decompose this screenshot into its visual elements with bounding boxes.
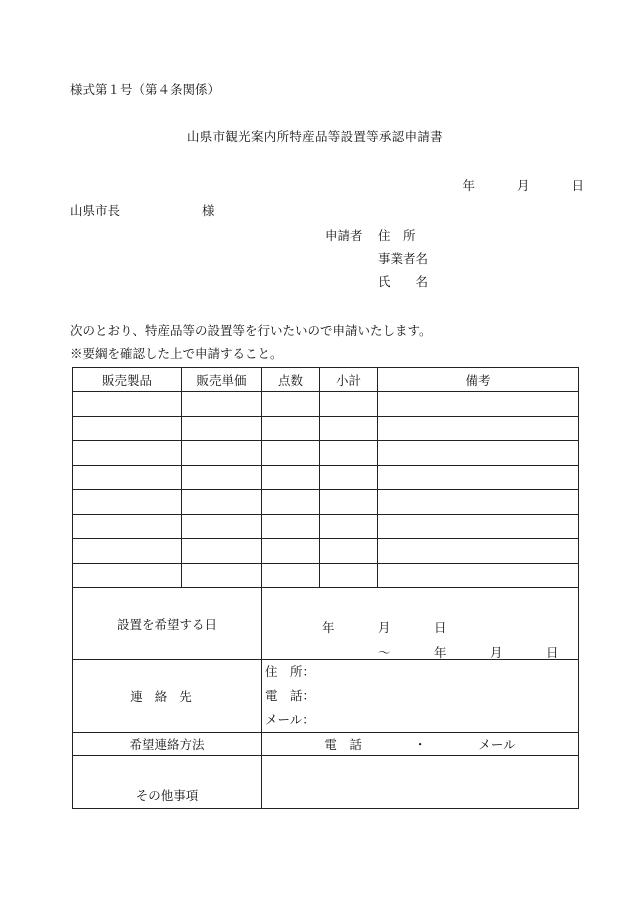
addressee-honorific: 様 [202, 203, 215, 218]
intro-text: 次のとおり、特産品等の設置等を行いたいので申請いたします。 [70, 323, 432, 338]
product-cell[interactable] [73, 441, 182, 466]
note-text: ※要綱を確認した上で申請すること。 [70, 346, 283, 361]
subtotal-cell[interactable] [320, 539, 378, 564]
remarks-cell[interactable] [378, 465, 579, 490]
date-month-label: 月 [516, 178, 530, 193]
table-row [73, 514, 579, 539]
date-year-label: 年 [462, 178, 475, 193]
application-table [72, 367, 579, 809]
setup-end-month: 月 [490, 645, 503, 660]
contact-row [73, 660, 579, 733]
contact-method-row [73, 733, 579, 756]
table-row [73, 392, 579, 417]
unit-price-cell[interactable] [182, 441, 262, 466]
table-row [73, 465, 579, 490]
remarks-cell[interactable] [378, 441, 579, 466]
other-notes-label: その他事項 [73, 756, 262, 809]
quantity-cell[interactable] [262, 392, 320, 417]
setup-end-day: 日 [546, 645, 559, 660]
unit-price-cell[interactable] [182, 392, 262, 417]
setup-start-day: 日 [434, 620, 447, 635]
table-row [73, 563, 579, 588]
unit-price-cell[interactable] [182, 465, 262, 490]
unit-price-cell[interactable] [182, 514, 262, 539]
remarks-cell[interactable] [378, 416, 579, 441]
quantity-cell[interactable] [262, 514, 320, 539]
table-row [73, 490, 579, 515]
addressee [70, 205, 215, 218]
setup-tilde: ～ [378, 645, 391, 660]
unit-price-cell[interactable] [182, 539, 262, 564]
quantity-cell[interactable] [262, 465, 320, 490]
date-line [462, 180, 584, 193]
remarks-cell[interactable] [378, 392, 579, 417]
addressee-name: 山県市長 [70, 203, 121, 218]
subtotal-cell[interactable] [320, 392, 378, 417]
contact-method-label: 希望連絡方法 [73, 733, 262, 756]
subtotal-cell[interactable] [320, 514, 378, 539]
setup-date-row [73, 588, 579, 660]
remarks-cell[interactable] [378, 490, 579, 515]
method-phone-option[interactable]: 電 話 [324, 737, 362, 752]
product-cell[interactable] [73, 392, 182, 417]
quantity-cell[interactable] [262, 539, 320, 564]
product-cell[interactable] [73, 490, 182, 515]
table-row [73, 441, 579, 466]
product-cell[interactable] [73, 465, 182, 490]
remarks-cell[interactable] [378, 563, 579, 588]
method-separator: ・ [413, 737, 427, 752]
applicant-address-label: 住 所 [378, 228, 416, 243]
setup-start-year: 年 [322, 620, 335, 635]
header-quantity: 点数 [262, 368, 320, 392]
method-email-option[interactable]: メール [478, 737, 516, 752]
contact-field[interactable] [262, 660, 579, 733]
applicant-label: 申請者 [325, 228, 363, 243]
quantity-cell[interactable] [262, 416, 320, 441]
header-subtotal: 小計 [320, 368, 378, 392]
document-title: 山県市観光案内所特産品等設置等承認申請書 [186, 129, 443, 144]
subtotal-cell[interactable] [320, 465, 378, 490]
date-day-label: 日 [571, 178, 584, 193]
contact-address-label: 住 所： [265, 664, 316, 679]
subtotal-cell[interactable] [320, 563, 378, 588]
quantity-cell[interactable] [262, 441, 320, 466]
contact-label: 連絡先 [73, 660, 262, 733]
product-cell[interactable] [73, 539, 182, 564]
subtotal-cell[interactable] [320, 441, 378, 466]
remarks-cell[interactable] [378, 514, 579, 539]
header-unit-price: 販売単価 [182, 368, 262, 392]
remarks-cell[interactable] [378, 539, 579, 564]
header-product: 販売製品 [73, 368, 182, 392]
unit-price-cell[interactable] [182, 563, 262, 588]
setup-date-field[interactable] [262, 588, 579, 660]
other-notes-row [73, 756, 579, 809]
header-remarks: 備考 [378, 368, 579, 392]
subtotal-cell[interactable] [320, 416, 378, 441]
quantity-cell[interactable] [262, 563, 320, 588]
contact-method-field[interactable] [262, 733, 579, 756]
unit-price-cell[interactable] [182, 416, 262, 441]
contact-email-label: メール： [265, 712, 315, 727]
product-cell[interactable] [73, 514, 182, 539]
applicant-name-label: 氏 名 [378, 274, 429, 289]
setup-end-year: 年 [434, 645, 447, 660]
applicant-business-label: 事業者名 [378, 251, 429, 266]
product-cell[interactable] [73, 563, 182, 588]
table-row [73, 539, 579, 564]
unit-price-cell[interactable] [182, 490, 262, 515]
product-cell[interactable] [73, 416, 182, 441]
table-row [73, 416, 579, 441]
other-notes-field[interactable] [262, 756, 579, 809]
form-number: 様式第１号（第４条関係） [70, 82, 221, 97]
setup-date-label: 設置を希望する日 [73, 588, 262, 660]
table-header-row [73, 368, 579, 392]
setup-start-month: 月 [378, 620, 391, 635]
subtotal-cell[interactable] [320, 490, 378, 515]
contact-phone-label: 電 話： [265, 688, 316, 703]
quantity-cell[interactable] [262, 490, 320, 515]
